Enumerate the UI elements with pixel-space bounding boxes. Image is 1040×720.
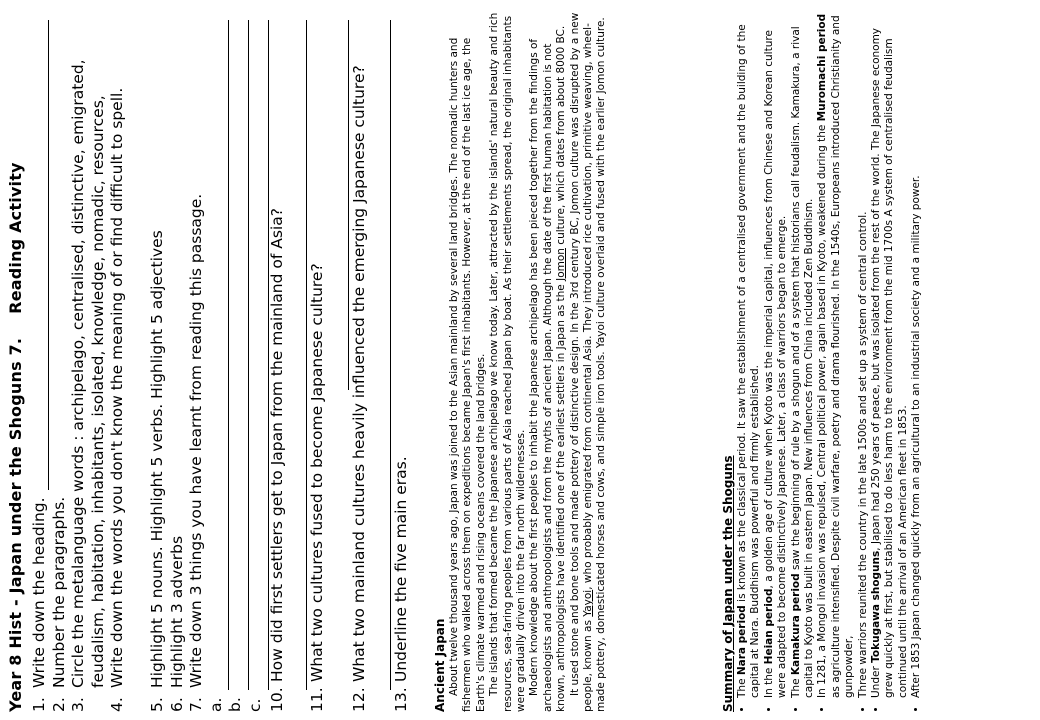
worksheet-title: [6, 162, 25, 712]
yayoi-term: Yayoi: [582, 589, 595, 617]
paragraph-3: Modern knowledge about the first peoples to inhabit the Japanese archipelago has been pieced together from the findings of archaeologists and anthropologists and from the myths of ancient Japan. Although the date of the first human habitation is not known, anthropologists have identified one of the earliest settlers in Japan as the Jomon culture, which dates from about 8000 BC.: [528, 25, 568, 712]
answer-a: a.: [206, 697, 225, 712]
summary-item-tokugawa: • Under Tokugawa shoguns, Japan had 250 years of peace, but was isolated from the rest of the world. The Japanese economy grew quickly at first, but stabilised to do less harm to the environment from the mid 1700s A system of centralised feudalism continued until the arrival of an American fleet in 1853.: [870, 12, 910, 698]
instruction-item: 3. Circle the metalanguage words : archipelago, centralised, distinctive, emigrated, feudalism, habitation, inhabitants, isolated, knowledge, nomadic, resources,: [69, 59, 107, 712]
summary-item-heian: • In the Heian period, a golden age of culture when Kyoto was the imperial capital, influences from Chinese and Korean culture were adapted to become distinctively Japanese. Later, a class of warriors began to emerge.: [763, 12, 790, 698]
answer-line-q11: [348, 20, 349, 390]
answer-b: b.: [226, 697, 244, 712]
jomon-term: Jomon: [555, 248, 568, 281]
summary-item-nara: • The Nara period is known as the classical period. It saw the establishment of a centralised government and the building of the capital at Nara. Buddhism was powerful and firmly established.: [736, 12, 763, 698]
instruction-item: 4. Write down the words you don't know the meaning of or find difficult to spell.: [108, 87, 126, 712]
paragraph-4: It used stone and bone tools and made pottery of distinctive design. In the 3rd century BC, Jomon culture was disrupted by a new people, known as Yayoi, who probably emigrated from continental Asia. They introduced rice cultivation, primitive weaving, wheel-made pottery, domesticated horses and cows, and simple iron tools. Yayoi culture overlaid and fused with the earlier Jomon culture.: [568, 12, 608, 712]
question-13: 13. Underline the five main eras.: [392, 456, 410, 712]
summary-heading: Summary of Japan under the Shoguns: [721, 455, 735, 712]
instruction-item: 7. Write down 3 things you have learnt from reading this passage.: [187, 193, 205, 712]
title-activity: Reading Activity: [6, 162, 25, 314]
answer-line-a: [228, 20, 229, 690]
question-12: 12. What two mainland cultures heavily influenced the emerging Japanese culture?: [350, 65, 368, 712]
instructions-list-a: [30, 12, 128, 712]
summary-item-reunification: • Three warriors reunited the country in the late 1500s and set up a system of central control.: [857, 12, 870, 698]
answer-line-q12: [390, 20, 391, 690]
summary-section: [720, 12, 924, 712]
answer-line-b: [248, 20, 249, 690]
summary-list: [736, 12, 924, 712]
summary-item-after-1853: • After 1853 Japan changed quickly from an agricultural to an industrial society and a military power.: [910, 12, 923, 698]
answer-line-q10: [306, 20, 307, 690]
ancient-japan-section: [432, 12, 609, 712]
question-10: 10. How did first settlers get to Japan from the mainland of Asia?: [268, 208, 286, 712]
instruction-item: 6. Highlight 3 adverbs: [167, 535, 186, 712]
summary-item-kamakura: • The Kamakura period saw the beginning of rule by a shogun and of a system that historians call feudalism. Kamakura, a rival capital to Kyoto was built in eastern Japan. New influences from China included Zen Buddhism.: [790, 12, 817, 698]
summary-item-muromachi: • In 1281, a Mongol invasion was repulsed, Central political power, again based in Kyoto, weakened during the Muromachi period as agriculture intensified. Despite civil warfare, poetry and drama flourished. In the 1540s, Europeans introduced Christianity and gunpowder,: [816, 12, 856, 698]
paragraph-2: The islands that formed became the Japanese archipelago we know today. Later, attracted by the islands' natural beauty and rich resources, sea-faring peoples from various parts of Asia reached Japan by boat. As their settlements spread, the original inhabitants were gradually driven into the far north wildernesses.: [488, 12, 528, 712]
paragraph-1: About twelve thousand years ago, Japan was joined to the Asian mainland by several land bridges. The nomadic hunters and fishermen who walked across them on expeditions became Japan's first inhabitants. However, at the end of the last ice age, the Earth's climate warmed and rising oceans covered the land bridges.: [448, 37, 487, 712]
instruction-item: 2. Number the paragraphs.: [49, 496, 68, 712]
ancient-japan-heading: Ancient Japan: [433, 618, 447, 712]
answer-c: c.: [245, 698, 264, 712]
title-main: Year 8 Hist - Japan under the Shoguns 7.: [6, 337, 25, 712]
instruction-item: 5. Highlight 5 nouns. Highlight 5 verbs. Highlight 5 adjectives: [148, 230, 166, 712]
instruction-item: 1. Write down the heading.: [30, 497, 48, 712]
answer-line: [48, 20, 49, 490]
question-11: 11. What two cultures fused to become Japanese culture?: [308, 263, 326, 712]
